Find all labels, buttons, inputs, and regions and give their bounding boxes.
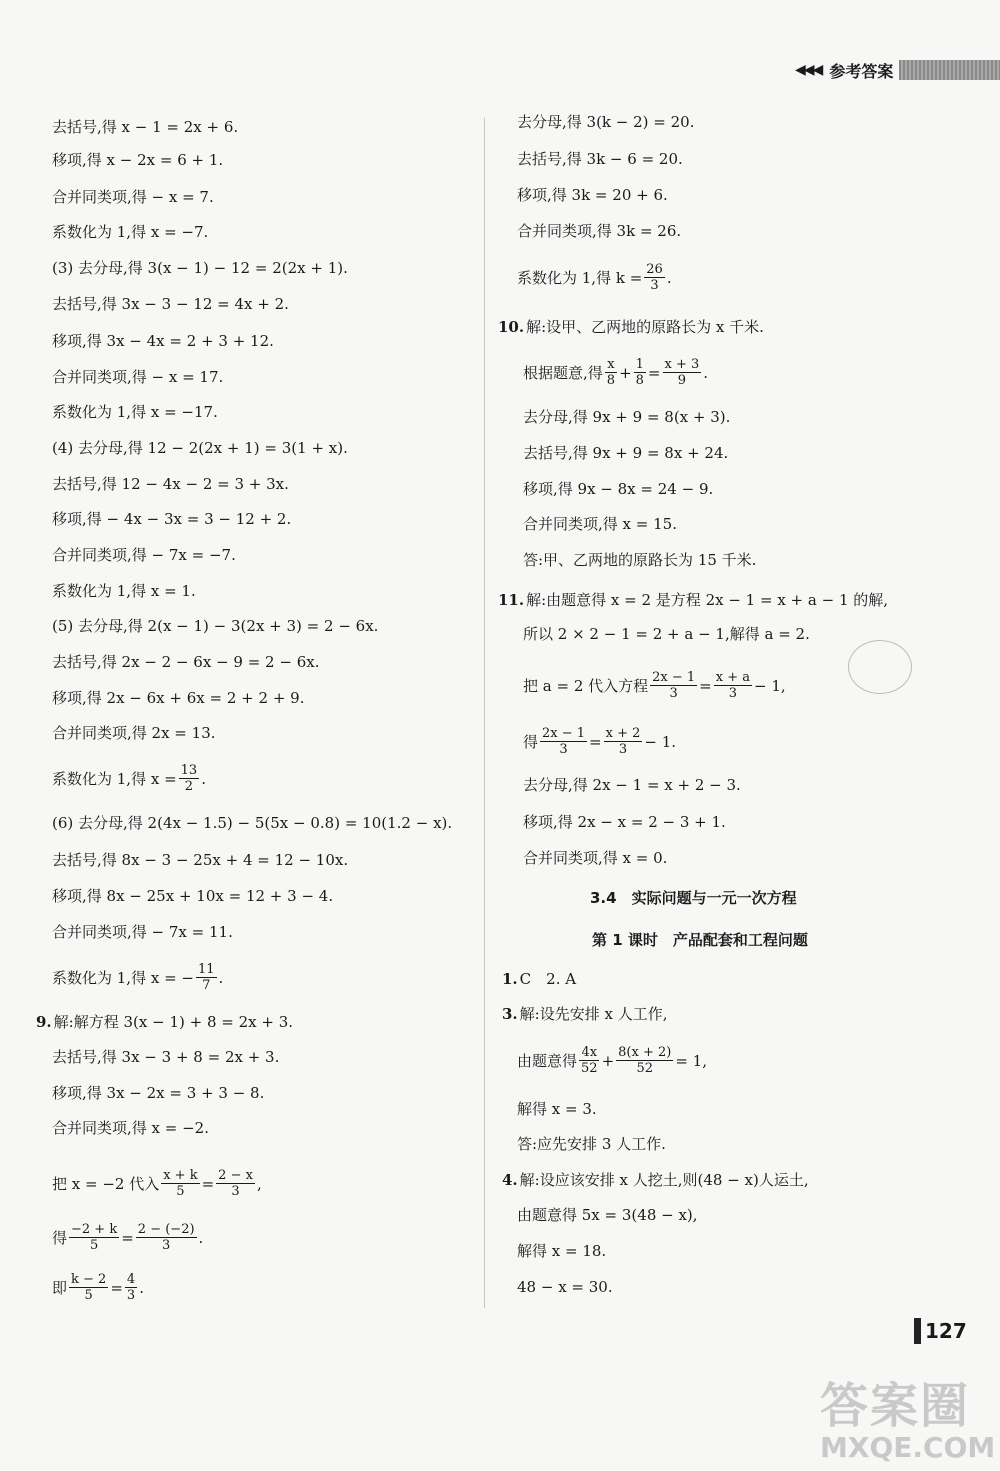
problem-text: 解:设先安排 x 人工作, xyxy=(519,1005,668,1023)
solution-line: 系数化为 1,得 x = −17. xyxy=(52,403,218,421)
solution-line xyxy=(498,590,888,610)
solution-line: 去括号,得 3x − 3 − 12 = 4x + 2. xyxy=(52,295,289,313)
solution-line: 合并同类项,得 x = 0. xyxy=(523,849,668,867)
solution-line: 合并同类项,得 x = 15. xyxy=(523,515,677,533)
solution-line xyxy=(502,1004,668,1024)
problem-number: 11. xyxy=(498,591,525,609)
solution-line xyxy=(52,962,223,993)
solution-line xyxy=(36,1012,293,1032)
operator: = xyxy=(121,1228,134,1247)
solution-line: 合并同类项,得 2x = 13. xyxy=(52,724,216,742)
header-title: 参考答案 xyxy=(829,61,894,81)
solution-line xyxy=(523,357,708,388)
operator: + xyxy=(601,1051,615,1070)
fraction-denominator: 5 xyxy=(84,1288,93,1303)
solution-line: 答:甲、乙两地的原路长为 15 千米. xyxy=(523,551,757,569)
fraction xyxy=(644,262,665,293)
problem-text: 解:解方程 3(x − 1) + 8 = 2x + 3. xyxy=(53,1013,294,1031)
fraction xyxy=(579,1045,600,1076)
header-arrows-icon: ◀◀◀ xyxy=(795,62,822,78)
fraction-numerator: 4x xyxy=(581,1045,598,1060)
page-number xyxy=(914,1317,967,1345)
problem-number: 10. xyxy=(498,318,525,336)
fraction-numerator: 13 xyxy=(180,763,198,778)
solution-line: 合并同类项,得 − x = 7. xyxy=(52,188,214,206)
solution-line: 移项,得 − 4x − 3x = 3 − 12 + 2. xyxy=(52,510,292,528)
section-title-text: 第 1 课时 产品配套和工程问题 xyxy=(592,931,808,949)
line-text: 由题意得 xyxy=(517,1051,578,1070)
problem-text: 解:设应该安排 x 人挖土,则(48 − x)人运土, xyxy=(519,1171,809,1189)
solution-line xyxy=(502,969,576,989)
solution-line: 移项,得 x − 2x = 6 + 1. xyxy=(52,151,224,169)
solution-line xyxy=(502,1170,809,1190)
solution-line: 移项,得 3x − 2x = 3 + 3 − 8. xyxy=(52,1084,265,1102)
column-divider xyxy=(484,118,485,1308)
problem-text: 解:设甲、乙两地的原路长为 x 千米. xyxy=(526,318,764,336)
fraction-denominator: 3 xyxy=(559,742,568,757)
solution-line xyxy=(517,1045,707,1076)
fraction-denominator: 3 xyxy=(669,686,678,701)
line-text: 系数化为 1,得 x = − xyxy=(52,968,194,987)
solution-line: 去括号,得 3x − 3 + 8 = 2x + 3. xyxy=(52,1048,280,1066)
fraction-numerator: 8(x + 2) xyxy=(618,1045,672,1060)
solution-line xyxy=(523,670,786,701)
solution-line: 去括号,得 2x − 2 − 6x − 9 = 2 − 6x. xyxy=(52,653,320,671)
fraction-denominator: 2 xyxy=(184,779,194,794)
line-text: . xyxy=(198,1228,204,1247)
watermark-line2: MXQE.COM xyxy=(820,1431,996,1464)
section-title xyxy=(592,930,808,950)
fraction xyxy=(216,1168,255,1199)
solution-line: 系数化为 1,得 x = −7. xyxy=(52,223,209,241)
solution-line: (3) 去分母,得 3(x − 1) − 12 = 2(2x + 1). xyxy=(52,259,348,277)
fraction xyxy=(196,962,217,993)
fraction xyxy=(179,763,200,794)
solution-line: 去括号,得 8x − 3 − 25x + 4 = 12 − 10x. xyxy=(52,851,349,869)
watermark xyxy=(820,1378,996,1464)
solution-line xyxy=(52,1168,262,1199)
fraction-numerator: 4 xyxy=(126,1272,136,1287)
solution-line: 合并同类项,得 − x = 17. xyxy=(52,368,224,386)
fraction-denominator: 8 xyxy=(635,373,644,388)
header-bar xyxy=(899,60,1000,80)
operator: = xyxy=(110,1278,123,1297)
fraction-numerator: k − 2 xyxy=(71,1272,107,1287)
solution-line: 合并同类项,得 3k = 26. xyxy=(517,222,682,240)
solution-line: 去括号,得 9x + 9 = 8x + 24. xyxy=(523,444,729,462)
fraction-denominator: 5 xyxy=(89,1238,99,1253)
fraction-denominator: 52 xyxy=(636,1061,653,1076)
solution-line: 合并同类项,得 x = −2. xyxy=(52,1119,209,1137)
solution-line: 解得 x = 3. xyxy=(517,1100,597,1118)
line-text: 得 xyxy=(52,1228,68,1247)
solution-line xyxy=(52,1272,144,1303)
solution-line: 去分母,得 9x + 9 = 8(x + 3). xyxy=(523,408,731,426)
fraction-denominator: 8 xyxy=(606,373,616,388)
problem-number: 1. xyxy=(502,970,518,988)
line-text: 根据题意,得 xyxy=(523,363,603,382)
line-text: . xyxy=(201,769,206,788)
fraction-numerator: x + 3 xyxy=(664,357,700,372)
solution-line xyxy=(517,262,672,293)
problem-text: C 2. A xyxy=(519,970,577,988)
solution-line xyxy=(52,1222,203,1253)
line-text: 系数化为 1,得 k = xyxy=(517,268,643,287)
problem-number: 4. xyxy=(502,1171,518,1189)
solution-line: 移项,得 2x − 6x + 6x = 2 + 2 + 9. xyxy=(52,689,305,707)
fraction-numerator: 1 xyxy=(635,357,644,372)
section-title-text: 3.4 实际问题与一元一次方程 xyxy=(590,889,797,907)
fraction xyxy=(136,1222,197,1253)
operator: = xyxy=(201,1174,215,1193)
fraction-denominator: 3 xyxy=(618,742,628,757)
problem-number: 9. xyxy=(36,1013,52,1031)
solution-line xyxy=(523,726,676,757)
line-text: . xyxy=(666,268,672,287)
line-text: , xyxy=(256,1174,262,1193)
fraction xyxy=(605,357,617,388)
operator: = xyxy=(589,732,602,751)
fraction xyxy=(604,726,643,757)
solution-line: 系数化为 1,得 x = 1. xyxy=(52,582,196,600)
solution-line: (4) 去分母,得 12 − 2(2x + 1) = 3(1 + x). xyxy=(52,439,348,457)
fraction xyxy=(69,1272,108,1303)
line-text: − 1, xyxy=(754,676,786,695)
fraction xyxy=(540,726,587,757)
fraction-denominator: 3 xyxy=(650,278,659,293)
fraction-numerator: 11 xyxy=(197,962,215,977)
solution-line: 移项,得 9x − 8x = 24 − 9. xyxy=(523,480,714,498)
solution-line: (5) 去分母,得 2(x − 1) − 3(2x + 3) = 2 − 6x. xyxy=(52,617,379,635)
fraction-numerator: 2x − 1 xyxy=(542,726,586,741)
fraction-denominator: 5 xyxy=(176,1184,185,1199)
line-text: 把 a = 2 代入方程 xyxy=(523,676,649,695)
fraction-denominator: 7 xyxy=(202,978,211,993)
line-text: = 1, xyxy=(675,1051,707,1070)
solution-line: (6) 去分母,得 2(4x − 1.5) − 5(5x − 0.8) = 10(1.2 − x). xyxy=(52,814,453,832)
operator: = xyxy=(699,676,712,695)
fraction-denominator: 52 xyxy=(581,1061,598,1076)
solution-line: 去括号,得 3k − 6 = 20. xyxy=(517,150,683,168)
watermark-line1: 答案圈 xyxy=(820,1378,971,1434)
fraction-denominator: 3 xyxy=(728,686,738,701)
fraction-numerator: x xyxy=(607,357,615,372)
fraction xyxy=(69,1222,119,1253)
solution-line: 移项,得 2x − x = 2 − 3 + 1. xyxy=(523,813,726,831)
solution-line: 解得 x = 18. xyxy=(517,1242,607,1260)
fraction-denominator: 3 xyxy=(162,1238,171,1253)
solution-line: 去分母,得 2x − 1 = x + 2 − 3. xyxy=(523,776,741,794)
fraction xyxy=(161,1168,199,1199)
solution-line: 48 − x = 30. xyxy=(517,1278,613,1296)
line-text: . xyxy=(139,1278,144,1297)
operator: = xyxy=(647,363,661,382)
fraction xyxy=(663,357,702,388)
solution-line xyxy=(52,763,206,794)
line-text: 即 xyxy=(52,1278,68,1297)
fraction-denominator: 9 xyxy=(677,373,687,388)
solution-line: 所以 2 × 2 − 1 = 2 + a − 1,解得 a = 2. xyxy=(523,625,810,643)
line-text: 系数化为 1,得 x = xyxy=(52,769,177,788)
solution-line: 去括号,得 x − 1 = 2x + 6. xyxy=(52,118,239,136)
line-text: − 1. xyxy=(644,732,677,751)
solution-line: 移项,得 3x − 4x = 2 + 3 + 12. xyxy=(52,332,274,350)
solution-line: 移项,得 8x − 25x + 10x = 12 + 3 − 4. xyxy=(52,887,334,905)
fraction-numerator: x + k xyxy=(163,1168,198,1183)
fraction-denominator: 3 xyxy=(126,1288,136,1303)
solution-line: 去分母,得 3(k − 2) = 20. xyxy=(517,113,695,131)
fraction xyxy=(714,670,752,701)
fraction xyxy=(650,670,697,701)
solution-line: 合并同类项,得 − 7x = 11. xyxy=(52,923,233,941)
line-text: 把 x = −2 代入 xyxy=(52,1174,160,1193)
solution-line: 合并同类项,得 − 7x = −7. xyxy=(52,546,236,564)
fraction xyxy=(616,1045,673,1076)
fraction-numerator: 2 − (−2) xyxy=(137,1222,195,1237)
stamp-mark xyxy=(848,640,912,694)
line-text: . xyxy=(703,363,709,382)
fraction xyxy=(125,1272,137,1303)
page-number-block xyxy=(914,1318,921,1344)
solution-line xyxy=(498,317,764,337)
operator: + xyxy=(619,363,632,382)
page-number-text: 127 xyxy=(925,1319,967,1343)
fraction-numerator: −2 + k xyxy=(71,1222,118,1237)
solution-line: 答:应先安排 3 人工作. xyxy=(517,1135,666,1153)
fraction-numerator: 2 − x xyxy=(218,1168,253,1183)
section-title xyxy=(590,888,797,908)
problem-text: 解:由题意得 x = 2 是方程 2x − 1 = x + a − 1 的解, xyxy=(526,591,889,609)
problem-number: 3. xyxy=(502,1005,518,1023)
line-text: 得 xyxy=(523,732,539,751)
solution-line: 移项,得 3k = 20 + 6. xyxy=(517,186,668,204)
line-text: . xyxy=(218,968,224,987)
fraction-numerator: 26 xyxy=(646,262,663,277)
solution-line: 去括号,得 12 − 4x − 2 = 3 + 3x. xyxy=(52,475,289,493)
fraction-numerator: x + a xyxy=(715,670,750,685)
fraction-numerator: 2x − 1 xyxy=(652,670,696,685)
fraction-denominator: 3 xyxy=(231,1184,240,1199)
fraction-numerator: x + 2 xyxy=(605,726,641,741)
solution-line: 由题意得 5x = 3(48 − x), xyxy=(517,1206,698,1224)
fraction xyxy=(634,357,646,388)
page-header xyxy=(795,58,1000,82)
